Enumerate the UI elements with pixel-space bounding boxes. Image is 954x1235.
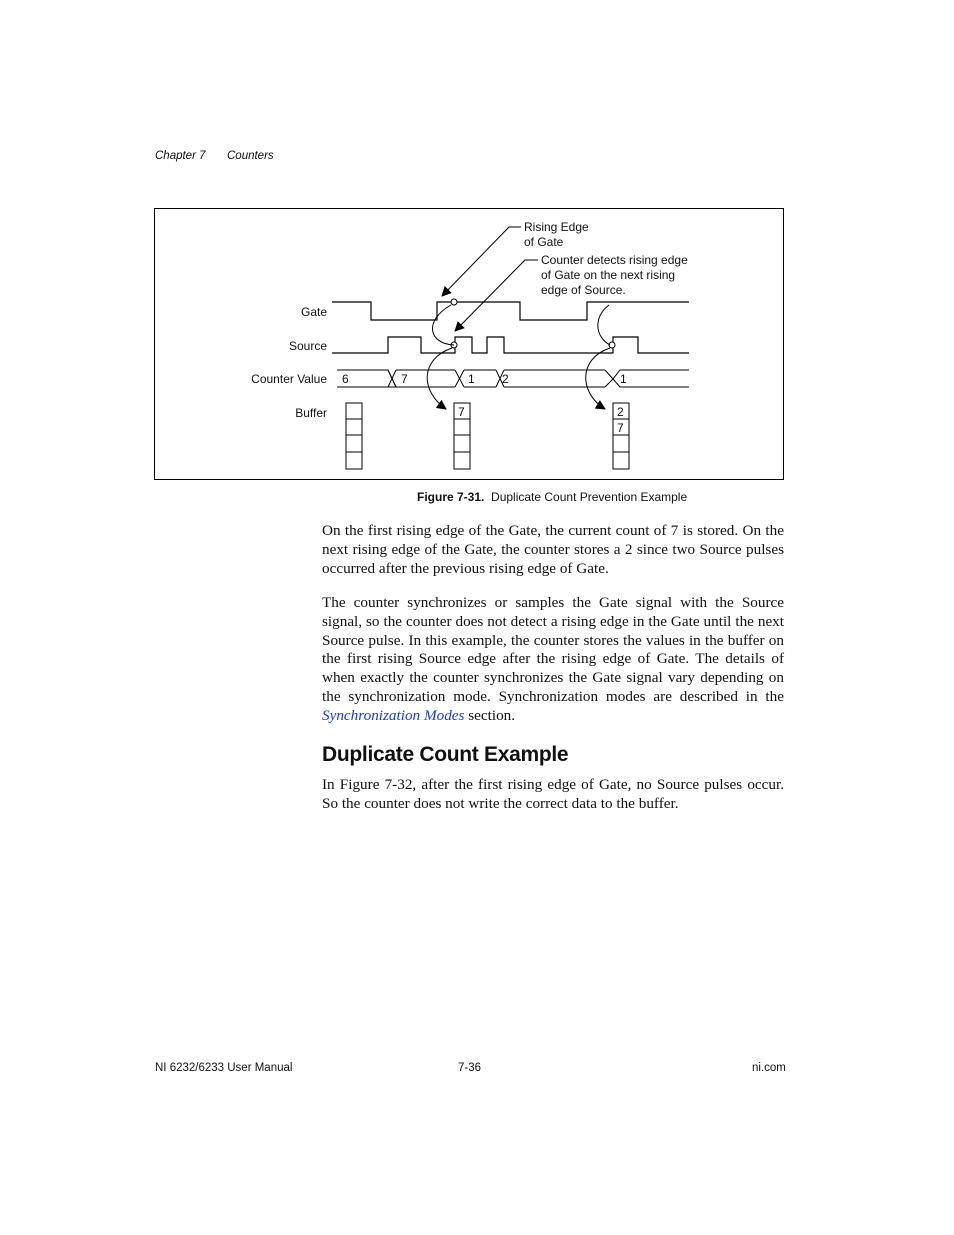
buffer-label: Buffer bbox=[295, 406, 327, 420]
counter-value-3: 1 bbox=[468, 372, 475, 386]
edge-markers bbox=[451, 299, 615, 348]
buffer-second-value-1: 2 bbox=[617, 405, 624, 419]
rising-edge-arrow bbox=[442, 227, 521, 296]
counter-value-5: 1 bbox=[620, 372, 627, 386]
paragraph-2-text: The counter synchronizes or samples the Gate signal with the Source signal, so the counter does not detect a rising edge in the Gate until the next Source pulse. In this example, the counter stores the values in the buffer on the first rising Source edge after the rising edge of Gate. The details of when exactly the counter synchronizes the Gate signal vary depending on the synchronization mode. Synchronization modes are described in the bbox=[322, 594, 784, 705]
paragraph-2-end: section. bbox=[468, 706, 516, 724]
buffer-empty bbox=[346, 403, 362, 469]
gate-waveform bbox=[332, 302, 689, 320]
detects-label-2: of Gate on the next rising bbox=[541, 268, 676, 282]
detects-label-3: edge of Source. bbox=[541, 283, 626, 297]
paragraph-1: On the first rising edge of the Gate, the current count of 7 is stored. On the next rising edge of the Gate, the counter stores a 2 since two Source pulses occurred after the previous rising edge of Gate. bbox=[322, 522, 784, 577]
paragraph-2 bbox=[322, 594, 784, 726]
footer-page-number: 7-36 bbox=[458, 1062, 482, 1074]
rising-edge-label-1: Rising Edge bbox=[524, 220, 589, 234]
source-label: Source bbox=[288, 339, 327, 353]
buffer-first-value: 7 bbox=[458, 405, 465, 419]
counter-value-label: Counter Value bbox=[251, 372, 327, 386]
counter-value-1: 6 bbox=[342, 372, 349, 386]
gate-label: Gate bbox=[300, 305, 327, 319]
rising-edge-label-2: of Gate bbox=[524, 235, 564, 249]
figure-caption-text: Duplicate Count Prevention Example bbox=[491, 490, 688, 504]
footer-manual-title: NI 6232/6233 User Manual bbox=[155, 1062, 293, 1074]
timing-diagram-figure bbox=[154, 208, 784, 480]
section-label: Counters bbox=[227, 150, 274, 162]
store-arrow-2 bbox=[586, 348, 610, 409]
detects-label-1: Counter detects rising edge bbox=[541, 253, 688, 267]
edge-curve-2 bbox=[598, 305, 610, 345]
timing-diagram bbox=[155, 209, 785, 481]
source-waveform bbox=[332, 337, 689, 353]
figure-caption-label: Figure 7-31. bbox=[417, 490, 485, 504]
paragraph-3: In Figure 7-32, after the first rising edge of Gate, no Source pulses occur. So the counter does not write the correct data to the buffer. bbox=[322, 776, 784, 812]
counter-value-2: 7 bbox=[401, 372, 408, 386]
store-arrow-1 bbox=[427, 348, 452, 409]
counter-value-bus bbox=[337, 370, 689, 387]
counter-value-4: 2 bbox=[502, 372, 509, 386]
chapter-label: Chapter 7 bbox=[155, 150, 206, 162]
synchronization-modes-link[interactable]: Synchronization Modes bbox=[322, 706, 465, 724]
running-header bbox=[155, 150, 274, 162]
figure-caption bbox=[417, 490, 687, 504]
buffer-second-value-2: 7 bbox=[617, 421, 624, 435]
edge-curve-1 bbox=[432, 305, 454, 345]
section-heading: Duplicate Count Example bbox=[322, 743, 569, 766]
footer-website: ni.com bbox=[752, 1062, 786, 1074]
